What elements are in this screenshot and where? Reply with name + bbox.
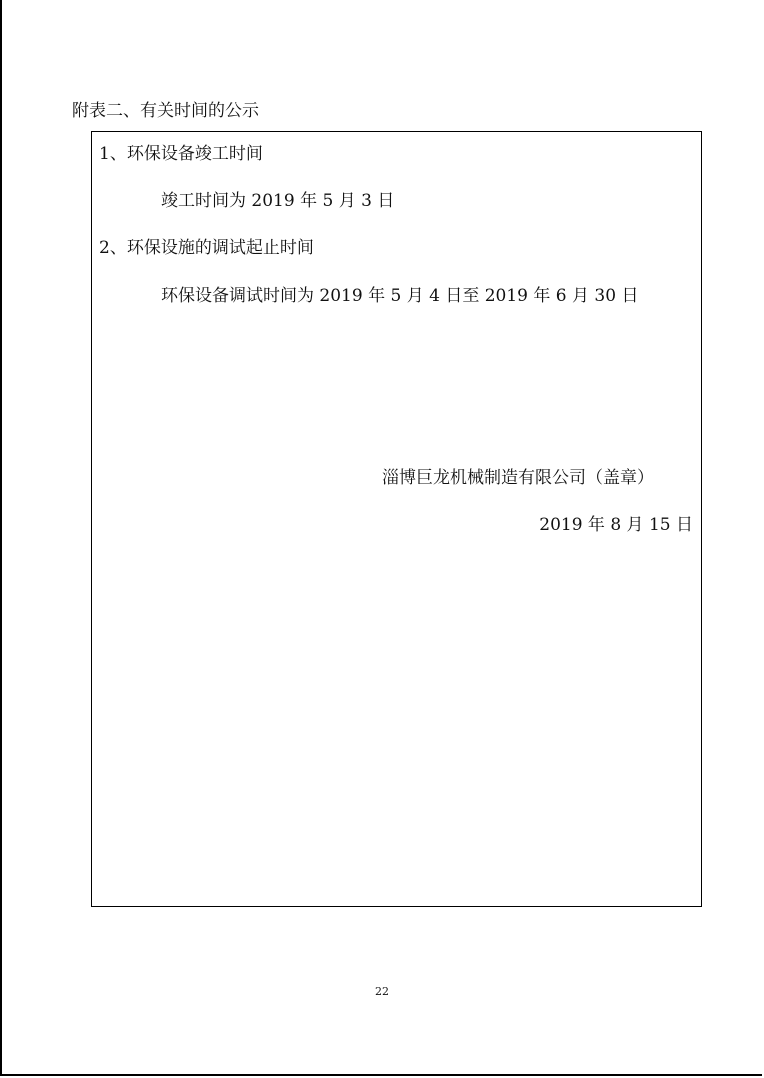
signature-date: 2019 年 8 月 15 日 (539, 515, 693, 535)
appendix-title: 附表二、有关时间的公示 (72, 101, 259, 121)
page-number: 22 (375, 985, 389, 998)
section1-heading: 1、环保设备竣工时间 (99, 144, 263, 164)
section2-heading: 2、环保设施的调试起止时间 (99, 238, 314, 258)
content-box (91, 131, 702, 907)
section2-text: 环保设备调试时间为 2019 年 5 月 4 日至 2019 年 6 月 30 日 (161, 286, 639, 306)
section1-text: 竣工时间为 2019 年 5 月 3 日 (161, 191, 395, 211)
company-seal-line: 淄博巨龙机械制造有限公司（盖章） (382, 468, 654, 488)
